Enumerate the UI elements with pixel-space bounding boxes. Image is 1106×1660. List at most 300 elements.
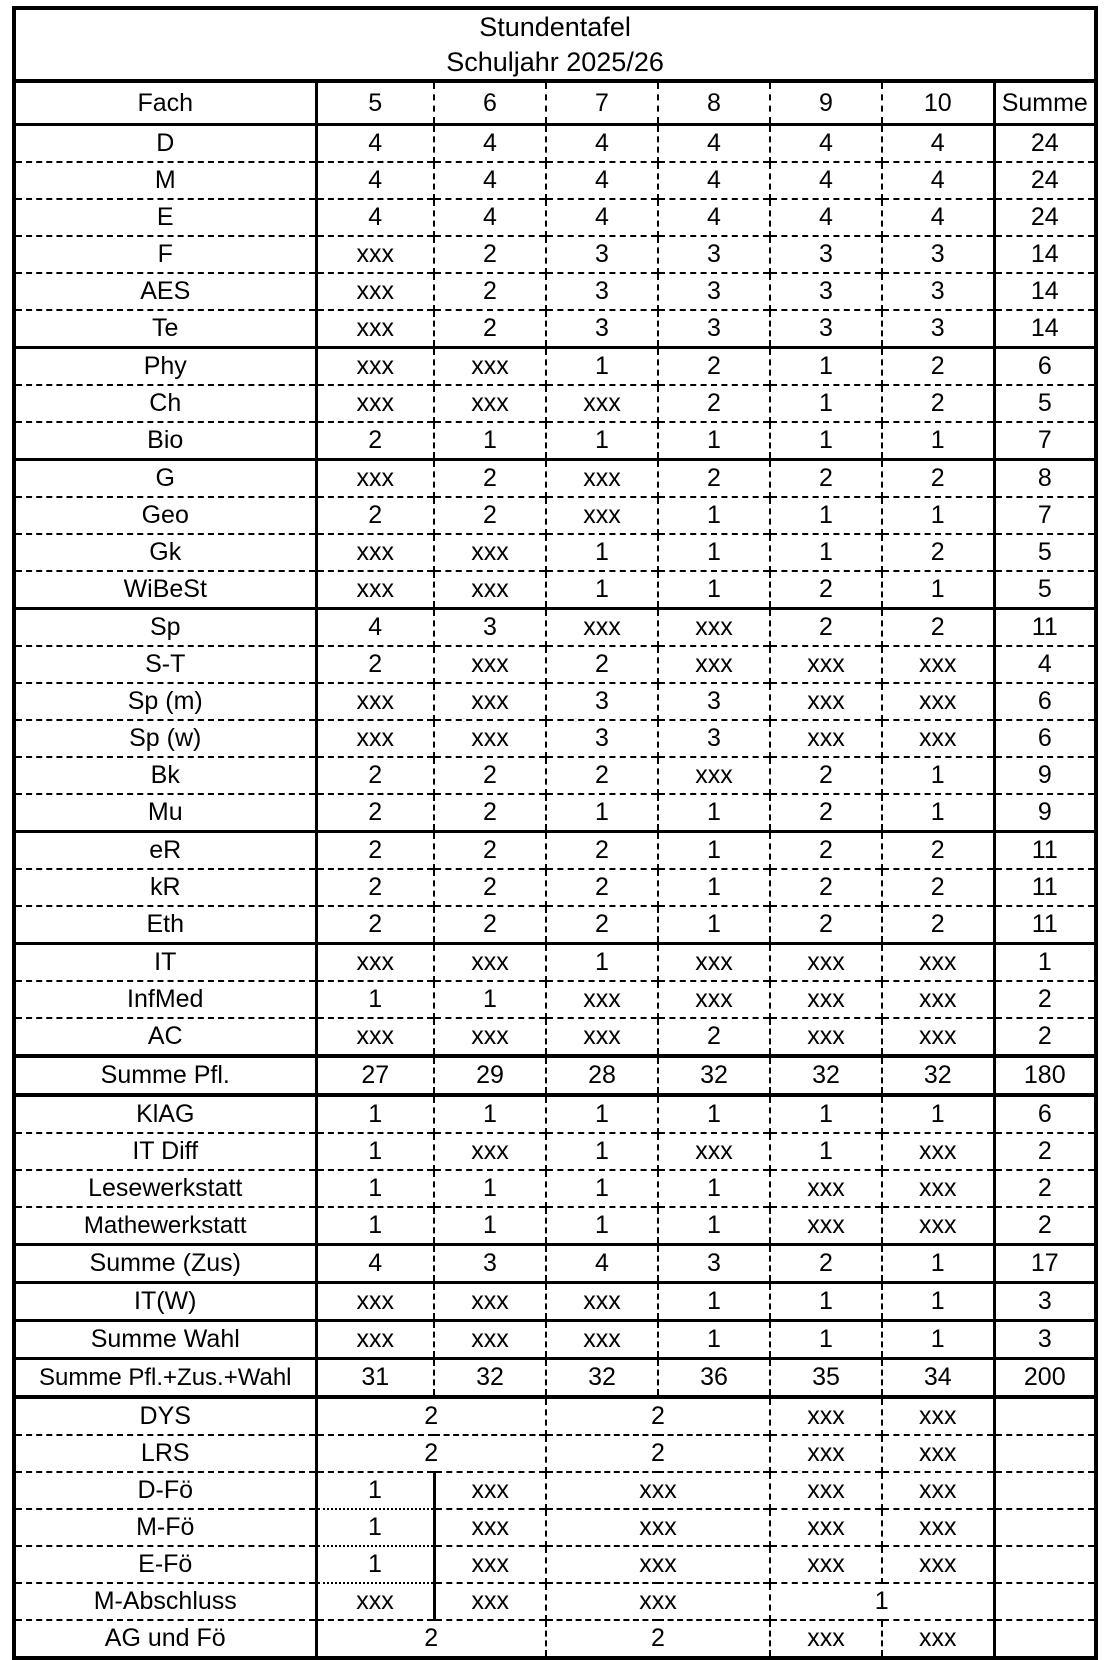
column-header-row [14,81,1096,125]
cell-grade-6: xxx [434,1321,546,1359]
cell-grade-8: 3 [658,310,770,348]
header-subject-label: Fach [14,81,316,125]
cell-grade-8: 1 [658,497,770,534]
wahl-row-itw [14,1283,1096,1321]
header-grade-9: 9 [770,81,882,125]
table-body [14,8,1096,1658]
cell-grade-6: 29 [434,1056,546,1095]
cell-grade-9: 2 [770,571,882,609]
cell-grade-6: 1 [434,1095,546,1133]
foerder-row-m-fö [14,1509,1096,1546]
cell-grade-8: 1 [658,1207,770,1245]
row-subject-label: M-Abschluss [14,1583,316,1620]
cell-grade-7: xxx [546,1321,658,1359]
cell-grade-7: xxx [546,1283,658,1321]
cell-grade-9: xxx [770,646,882,683]
cell-grade-9: 1 [770,1095,882,1133]
cell-grade-6: 1 [434,981,546,1018]
cell-grade-10: 1 [882,757,994,794]
cell-grade-7: xxx [546,609,658,647]
cell-grade-7: 1 [546,1170,658,1207]
cell-grade-7: xxx [546,497,658,534]
subject-row-te [14,310,1096,348]
cell-grade-8: 32 [658,1056,770,1095]
cell-grade-5: 2 [316,869,434,906]
cell-grade-10: 4 [882,162,994,199]
sum-row-wahl [14,1321,1096,1359]
zusatz-row-klag [14,1095,1096,1133]
cell-grade-6: 4 [434,125,546,163]
cell-total: 14 [994,310,1096,348]
cell-grade-5: 2 [316,497,434,534]
cell-grade-8: 36 [658,1359,770,1398]
cell-grade-6: xxx [434,683,546,720]
row-subject-label: Mu [14,794,316,832]
cell-grade-6: xxx [434,1283,546,1321]
cell-grade-6: 3 [434,609,546,647]
cell-total: 11 [994,832,1096,870]
title-line-1: Stundentafel [479,12,631,42]
cell-grade-7: 28 [546,1056,658,1095]
cell-total-empty [994,1435,1096,1472]
cell-grade-8: 1 [658,571,770,609]
cell-grade-7: 32 [546,1359,658,1398]
cell-grade-10: 2 [882,832,994,870]
row-subject-label: Bio [14,422,316,460]
cell-grade-7: 3 [546,720,658,757]
sum-row-total [14,1359,1096,1398]
cell-merged-0: 1 [316,1472,434,1509]
row-subject-label: E-Fö [14,1546,316,1583]
row-subject-label: Bk [14,757,316,794]
cell-total: 11 [994,869,1096,906]
cell-grade-5: xxx [316,310,434,348]
cell-merged-3: xxx [882,1620,994,1658]
cell-grade-5: 1 [316,1133,434,1170]
row-subject-label: Summe Wahl [14,1321,316,1359]
row-subject-label: kR [14,869,316,906]
cell-grade-5: 2 [316,794,434,832]
cell-grade-10: 1 [882,571,994,609]
cell-grade-9: 3 [770,236,882,273]
cell-grade-8: 2 [658,460,770,498]
cell-grade-8: xxx [658,981,770,1018]
cell-grade-8: xxx [658,646,770,683]
cell-grade-10: xxx [882,720,994,757]
document-title [14,8,1096,81]
row-subject-label: LRS [14,1435,316,1472]
row-subject-label: KlAG [14,1095,316,1133]
cell-total: 2 [994,981,1096,1018]
cell-total: 6 [994,1095,1096,1133]
cell-grade-8: 1 [658,1321,770,1359]
cell-total-empty [994,1509,1096,1546]
row-subject-label: D [14,125,316,163]
cell-grade-9: 35 [770,1359,882,1398]
cell-grade-7: xxx [546,981,658,1018]
cell-grade-10: 1 [882,1283,994,1321]
header-grade-6: 6 [434,81,546,125]
cell-grade-5: xxx [316,534,434,571]
cell-grade-7: 2 [546,832,658,870]
sum-row-pflicht [14,1056,1096,1095]
cell-total: 6 [994,720,1096,757]
cell-grade-10: xxx [882,981,994,1018]
cell-grade-7: 1 [546,1095,658,1133]
cell-grade-5: 2 [316,757,434,794]
subject-row-g [14,460,1096,498]
cell-total: 14 [994,236,1096,273]
cell-merged-0: 1 [316,1509,434,1546]
row-subject-label: Geo [14,497,316,534]
cell-grade-10: 2 [882,348,994,386]
cell-grade-7: 3 [546,683,658,720]
row-subject-label: Mathewerkstatt [14,1207,316,1245]
header-grade-5: 5 [316,81,434,125]
cell-grade-5: xxx [316,385,434,422]
cell-total: 7 [994,497,1096,534]
cell-grade-7: 2 [546,646,658,683]
row-subject-label: IT Diff [14,1133,316,1170]
cell-grade-10: xxx [882,1170,994,1207]
cell-grade-9: 1 [770,422,882,460]
cell-grade-8: 3 [658,273,770,310]
row-subject-label: AC [14,1018,316,1056]
cell-grade-10: 2 [882,609,994,647]
cell-merged-4: xxx [882,1546,994,1583]
cell-grade-6: 2 [434,832,546,870]
cell-grade-6: xxx [434,944,546,982]
zusatz-row-mathewerkstatt [14,1207,1096,1245]
subject-row-sp-m- [14,683,1096,720]
row-subject-label: Sp [14,609,316,647]
row-subject-label: WiBeSt [14,571,316,609]
cell-total: 5 [994,571,1096,609]
sum-row-zusatz [14,1245,1096,1283]
cell-grade-9: 1 [770,534,882,571]
cell-grade-10: 32 [882,1056,994,1095]
cell-grade-5: xxx [316,944,434,982]
cell-grade-10: 1 [882,794,994,832]
cell-merged-2: xxx [546,1509,770,1546]
cell-grade-5: 4 [316,125,434,163]
cell-total: 180 [994,1056,1096,1095]
cell-grade-8: 3 [658,720,770,757]
row-subject-label: Sp (m) [14,683,316,720]
cell-grade-8: 3 [658,1245,770,1283]
cell-grade-10: 1 [882,1321,994,1359]
row-subject-label: D-Fö [14,1472,316,1509]
cell-merged-4: xxx [882,1472,994,1509]
cell-grade-7: 4 [546,162,658,199]
cell-grade-10: 3 [882,310,994,348]
cell-grade-6: 2 [434,273,546,310]
zusatz-row-lesewerkstatt [14,1170,1096,1207]
cell-grade-9: 2 [770,794,882,832]
cell-total: 2 [994,1018,1096,1056]
cell-grade-7: 1 [546,348,658,386]
cell-grade-7: 4 [546,1245,658,1283]
cell-merged-3: xxx [770,1472,882,1509]
cell-grade-9: 2 [770,869,882,906]
cell-grade-8: 1 [658,534,770,571]
cell-grade-6: 2 [434,497,546,534]
cell-grade-9: 3 [770,310,882,348]
subject-row-geo [14,497,1096,534]
subject-row-f [14,236,1096,273]
cell-total: 5 [994,385,1096,422]
subject-row-gk [14,534,1096,571]
header-grade-7: 7 [546,81,658,125]
cell-merged-0: xxx [316,1583,434,1620]
cell-grade-5: xxx [316,1283,434,1321]
subject-row-kr [14,869,1096,906]
cell-total: 1 [994,944,1096,982]
cell-grade-5: xxx [316,460,434,498]
cell-total: 2 [994,1207,1096,1245]
cell-grade-5: 4 [316,609,434,647]
subject-row-bio [14,422,1096,460]
cell-grade-7: 2 [546,906,658,944]
cell-grade-9: 32 [770,1056,882,1095]
row-subject-label: G [14,460,316,498]
row-subject-label: Sp (w) [14,720,316,757]
cell-grade-5: xxx [316,720,434,757]
cell-grade-10: 4 [882,125,994,163]
cell-grade-6: xxx [434,1133,546,1170]
header-total-label: Summe [994,81,1096,125]
cell-grade-9: 4 [770,162,882,199]
cell-grade-10: 3 [882,273,994,310]
zusatz-row-it-diff [14,1133,1096,1170]
cell-grade-6: xxx [434,1018,546,1056]
cell-grade-5: 2 [316,422,434,460]
cell-grade-10: xxx [882,683,994,720]
cell-grade-10: xxx [882,1018,994,1056]
cell-grade-5: 31 [316,1359,434,1398]
cell-merged-0: 2 [316,1620,546,1658]
row-subject-label: AG und Fö [14,1620,316,1658]
cell-grade-7: 1 [546,944,658,982]
cell-grade-6: 4 [434,199,546,236]
cell-grade-8: 4 [658,162,770,199]
cell-total: 24 [994,125,1096,163]
cell-grade-8: xxx [658,944,770,982]
cell-merged-1: xxx [434,1546,546,1583]
subject-row-mu [14,794,1096,832]
cell-merged-3: xxx [770,1509,882,1546]
cell-grade-6: xxx [434,385,546,422]
subject-row-s-t [14,646,1096,683]
cell-grade-5: xxx [316,1321,434,1359]
row-subject-label: Summe (Zus) [14,1245,316,1283]
cell-merged-3: xxx [882,1397,994,1435]
cell-grade-9: xxx [770,683,882,720]
cell-grade-6: 2 [434,460,546,498]
cell-total-empty [994,1397,1096,1435]
row-subject-label: M [14,162,316,199]
cell-grade-8: 1 [658,832,770,870]
cell-grade-9: xxx [770,1207,882,1245]
cell-grade-8: 1 [658,1170,770,1207]
cell-grade-6: 1 [434,422,546,460]
cell-total: 6 [994,348,1096,386]
cell-grade-9: xxx [770,944,882,982]
cell-total-empty [994,1620,1096,1658]
subject-row-wibest [14,571,1096,609]
row-subject-label: Summe Pfl.+Zus.+Wahl [14,1359,316,1398]
cell-grade-5: xxx [316,1018,434,1056]
cell-grade-9: 2 [770,1245,882,1283]
cell-grade-10: 1 [882,1095,994,1133]
cell-grade-7: xxx [546,460,658,498]
subject-row-er [14,832,1096,870]
cell-merged-3: 1 [770,1583,994,1620]
cell-grade-6: 1 [434,1170,546,1207]
subject-row-ch [14,385,1096,422]
cell-merged-3: xxx [882,1435,994,1472]
cell-grade-8: 1 [658,422,770,460]
cell-grade-10: 1 [882,1245,994,1283]
cell-grade-10: 3 [882,236,994,273]
cell-merged-1: 2 [546,1435,770,1472]
cell-grade-9: 4 [770,199,882,236]
cell-grade-9: xxx [770,981,882,1018]
row-subject-label: Summe Pfl. [14,1056,316,1095]
foerder-row-d-fö [14,1472,1096,1509]
cell-grade-6: 3 [434,1245,546,1283]
cell-grade-8: 3 [658,236,770,273]
cell-grade-5: xxx [316,348,434,386]
subject-row-e [14,199,1096,236]
cell-grade-8: 1 [658,869,770,906]
row-subject-label: DYS [14,1397,316,1435]
cell-grade-5: 2 [316,906,434,944]
cell-grade-5: 2 [316,646,434,683]
cell-grade-6: 2 [434,310,546,348]
subject-row-bk [14,757,1096,794]
cell-total: 8 [994,460,1096,498]
cell-merged-2: xxx [770,1397,882,1435]
cell-grade-10: xxx [882,1133,994,1170]
cell-grade-5: 1 [316,1170,434,1207]
cell-total: 11 [994,906,1096,944]
cell-grade-8: 1 [658,794,770,832]
cell-grade-6: 2 [434,906,546,944]
cell-grade-7: 3 [546,273,658,310]
cell-grade-9: 1 [770,497,882,534]
cell-grade-5: xxx [316,236,434,273]
cell-grade-7: 4 [546,199,658,236]
cell-grade-7: 3 [546,236,658,273]
cell-grade-9: 2 [770,460,882,498]
row-subject-label: eR [14,832,316,870]
cell-grade-6: 2 [434,236,546,273]
cell-grade-9: 2 [770,609,882,647]
cell-grade-5: 2 [316,832,434,870]
cell-total: 9 [994,757,1096,794]
cell-total: 3 [994,1283,1096,1321]
cell-grade-8: 1 [658,906,770,944]
cell-grade-6: xxx [434,534,546,571]
foerder-row-dys [14,1397,1096,1435]
cell-grade-5: 1 [316,981,434,1018]
row-subject-label: Ch [14,385,316,422]
cell-grade-9: 1 [770,1283,882,1321]
foerder-row-ag-und-fö [14,1620,1096,1658]
cell-grade-10: 2 [882,385,994,422]
cell-grade-7: 1 [546,1133,658,1170]
cell-grade-6: 2 [434,794,546,832]
cell-grade-5: xxx [316,571,434,609]
cell-grade-10: xxx [882,944,994,982]
cell-total: 5 [994,534,1096,571]
cell-merged-0: 2 [316,1435,546,1472]
cell-grade-5: xxx [316,273,434,310]
cell-grade-9: 2 [770,906,882,944]
subject-row-sp [14,609,1096,647]
cell-total: 4 [994,646,1096,683]
cell-grade-6: 2 [434,757,546,794]
cell-grade-10: 4 [882,199,994,236]
cell-merged-2: xxx [546,1583,770,1620]
cell-grade-7: 3 [546,310,658,348]
cell-grade-6: xxx [434,571,546,609]
cell-merged-1: xxx [434,1472,546,1509]
cell-total: 2 [994,1133,1096,1170]
cell-grade-8: 4 [658,125,770,163]
cell-grade-5: 1 [316,1207,434,1245]
cell-grade-8: 1 [658,1095,770,1133]
subject-row-d [14,125,1096,163]
row-subject-label: S-T [14,646,316,683]
cell-grade-6: 32 [434,1359,546,1398]
cell-grade-8: 1 [658,1283,770,1321]
row-subject-label: Te [14,310,316,348]
cell-grade-9: 1 [770,348,882,386]
cell-grade-9: 3 [770,273,882,310]
title-row [14,8,1096,81]
cell-grade-6: xxx [434,646,546,683]
cell-grade-10: xxx [882,1207,994,1245]
row-subject-label: IT [14,944,316,982]
cell-grade-5: 27 [316,1056,434,1095]
cell-merged-1: xxx [434,1509,546,1546]
cell-merged-2: xxx [546,1472,770,1509]
cell-grade-9: 1 [770,385,882,422]
cell-total: 17 [994,1245,1096,1283]
row-subject-label: M-Fö [14,1509,316,1546]
cell-grade-7: 1 [546,794,658,832]
cell-grade-10: 2 [882,460,994,498]
cell-total: 14 [994,273,1096,310]
cell-grade-5: xxx [316,683,434,720]
row-subject-label: E [14,199,316,236]
subject-row-aes [14,273,1096,310]
subject-row-infmed [14,981,1096,1018]
cell-grade-9: xxx [770,720,882,757]
cell-grade-8: 2 [658,348,770,386]
cell-grade-9: 1 [770,1321,882,1359]
cell-grade-5: 4 [316,162,434,199]
cell-total: 9 [994,794,1096,832]
cell-merged-3: xxx [770,1546,882,1583]
row-subject-label: IT(W) [14,1283,316,1321]
cell-merged-0: 1 [316,1546,434,1583]
row-subject-label: Eth [14,906,316,944]
cell-total: 24 [994,199,1096,236]
subject-row-m [14,162,1096,199]
